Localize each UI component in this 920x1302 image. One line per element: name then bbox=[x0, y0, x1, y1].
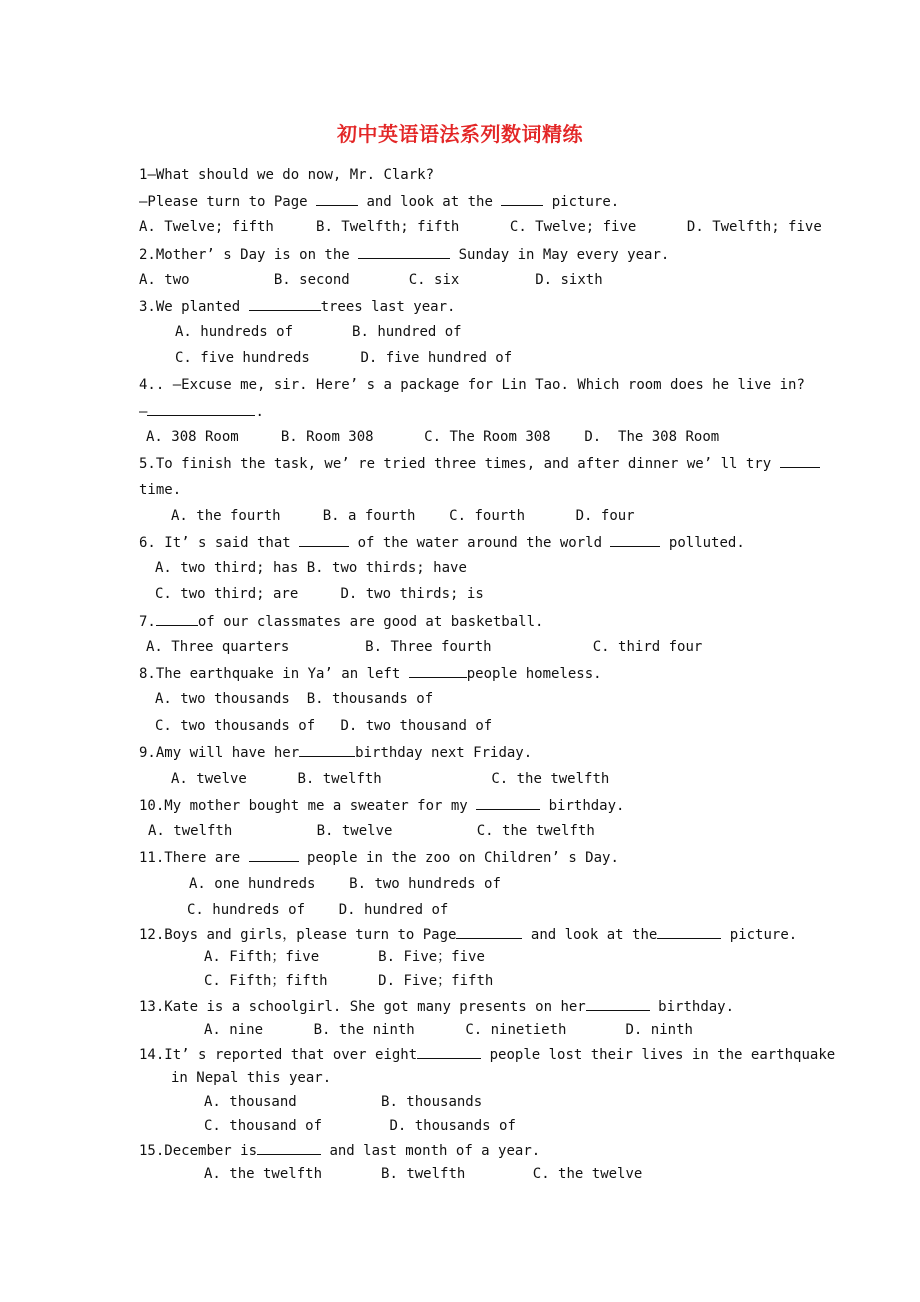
question-number: 15. bbox=[139, 1143, 165, 1159]
answer-option: D. thousands of bbox=[389, 1118, 516, 1134]
question-text: Mother’ s Day is on the bbox=[155, 247, 359, 263]
question-line bbox=[175, 323, 462, 341]
answer-blank bbox=[249, 848, 299, 862]
answer-option: D. sixth bbox=[535, 272, 603, 288]
question-line bbox=[139, 997, 734, 1016]
question-text: —Excuse me, sir. Here’ s a package for Lin Tao. Which room does he live in? bbox=[172, 377, 805, 393]
question-number: 11. bbox=[139, 850, 165, 866]
question-text: The earthquake in Ya’ an left bbox=[155, 666, 409, 682]
answer-option: A. two third; has bbox=[155, 560, 299, 576]
question-line bbox=[204, 1165, 642, 1183]
question-line bbox=[155, 559, 467, 577]
answer-option: B. Twelfth; fifth bbox=[316, 219, 460, 235]
question-number: 3. bbox=[139, 299, 156, 315]
question-text: There are bbox=[164, 850, 249, 866]
answer-blank bbox=[147, 402, 255, 416]
question-line bbox=[139, 1141, 540, 1160]
answer-option: C. third four bbox=[592, 639, 703, 655]
answer-blank bbox=[358, 245, 450, 259]
question-text: Kate is a schoolgirl. She got many presents on her bbox=[164, 999, 586, 1015]
question-line bbox=[139, 454, 820, 473]
answer-option: D. hundred of bbox=[338, 902, 449, 918]
question-line bbox=[139, 664, 602, 683]
question-text: and look at the bbox=[530, 927, 658, 943]
answer-option: C. The Room 308 bbox=[424, 429, 551, 445]
question-text: people homeless. bbox=[466, 666, 602, 682]
question-line bbox=[204, 1021, 693, 1039]
answer-option: B. thousands of bbox=[306, 691, 434, 707]
question-text: We planted bbox=[155, 299, 249, 315]
question-number: 4.. bbox=[139, 377, 165, 393]
answer-option: B. Room 308 bbox=[280, 429, 374, 445]
question-text: Amy will have her bbox=[155, 745, 300, 761]
answer-blank bbox=[586, 997, 650, 1011]
question-number: 12. bbox=[139, 927, 165, 943]
question-line bbox=[139, 925, 797, 944]
answer-option: B. a fourth bbox=[322, 508, 416, 524]
answer-option: A. 308 Room bbox=[146, 429, 239, 445]
question-number: 2. bbox=[139, 247, 156, 263]
question-text: It’ s reported that over eight bbox=[164, 1047, 418, 1063]
answer-option: D. Five；fifth bbox=[378, 973, 494, 989]
question-line bbox=[204, 1117, 516, 1135]
question-line bbox=[175, 349, 512, 367]
question-line bbox=[171, 770, 609, 788]
answer-option: C. two thousands of bbox=[155, 718, 316, 734]
question-text: December is bbox=[164, 1143, 258, 1159]
answer-option: C. hundreds of bbox=[187, 902, 306, 918]
answer-option: D. ninth bbox=[625, 1022, 693, 1038]
answer-blank bbox=[476, 796, 540, 810]
question-text: —What should we do now, Mr. Clark? bbox=[147, 167, 435, 183]
question-line bbox=[139, 271, 603, 289]
answer-blank bbox=[316, 192, 358, 206]
question-line bbox=[139, 376, 805, 394]
question-number: 9. bbox=[139, 745, 156, 761]
answer-option: C. Fifth；fifth bbox=[204, 973, 328, 989]
answer-option: A. twelfth bbox=[148, 823, 233, 839]
answer-option: D. two thirds; is bbox=[340, 586, 484, 602]
answer-option: A. one hundreds bbox=[189, 876, 316, 892]
answer-option: C. the twelfth bbox=[491, 771, 610, 787]
question-text: birthday next Friday. bbox=[355, 745, 533, 761]
question-text: birthday. bbox=[658, 999, 735, 1015]
answer-option: A. nine bbox=[204, 1022, 264, 1038]
question-text: My mother bought me a sweater for my bbox=[164, 798, 477, 814]
question-line bbox=[204, 972, 493, 990]
question-line bbox=[155, 717, 492, 735]
answer-option: B. second bbox=[273, 272, 350, 288]
question-text: . bbox=[255, 404, 264, 420]
answer-blank bbox=[249, 297, 321, 311]
question-number: 7. bbox=[139, 614, 156, 630]
question-text: of the water around the world bbox=[357, 535, 611, 551]
answer-option: B. twelfth bbox=[297, 771, 382, 787]
answer-option: B. Three fourth bbox=[365, 639, 492, 655]
answer-option: C. the twelfth bbox=[476, 823, 595, 839]
question-line bbox=[139, 402, 264, 421]
question-text: polluted. bbox=[668, 535, 745, 551]
answer-option: C. fourth bbox=[449, 508, 526, 524]
answer-option: C. thousand of bbox=[204, 1118, 323, 1134]
question-text: time. bbox=[139, 482, 182, 498]
question-text: birthday. bbox=[548, 798, 625, 814]
answer-option: D. four bbox=[575, 508, 635, 524]
answer-option: D. The 308 Room bbox=[584, 429, 720, 445]
answer-option: A. hundreds of bbox=[175, 324, 294, 340]
answer-option: A. two bbox=[139, 272, 190, 288]
answer-option: D. two thousand of bbox=[340, 718, 493, 734]
question-text: of our classmates are good at basketball. bbox=[197, 614, 544, 630]
answer-option: A. thousand bbox=[204, 1094, 297, 1110]
answer-blank bbox=[780, 454, 820, 468]
question-text: and last month of a year. bbox=[329, 1143, 541, 1159]
question-text: trees last year. bbox=[320, 299, 456, 315]
question-text: —Please turn to Page bbox=[139, 194, 317, 210]
answer-option: A. the fourth bbox=[171, 508, 281, 524]
question-line bbox=[146, 638, 702, 656]
answer-option: B. two thirds; have bbox=[306, 560, 467, 576]
question-number: 14. bbox=[139, 1047, 165, 1063]
answer-blank bbox=[417, 1045, 481, 1059]
answer-option: C. the twelve bbox=[532, 1166, 643, 1182]
question-line bbox=[139, 166, 434, 184]
answer-option: A. Twelve; fifth bbox=[139, 219, 274, 235]
answer-option: A. the twelfth bbox=[204, 1166, 323, 1182]
question-line bbox=[139, 743, 532, 762]
answer-option: C. two third; are bbox=[155, 586, 299, 602]
answer-option: D. Twelfth; five bbox=[686, 219, 822, 235]
answer-option: A. two thousands bbox=[155, 691, 290, 707]
answer-blank bbox=[610, 533, 660, 547]
answer-option: B. thousands bbox=[381, 1094, 483, 1110]
question-line bbox=[139, 796, 624, 815]
answer-option: C. six bbox=[408, 272, 460, 288]
question-line bbox=[139, 612, 543, 631]
question-line bbox=[148, 822, 595, 840]
answer-option: B. hundred of bbox=[352, 324, 462, 340]
question-line bbox=[155, 585, 484, 603]
answer-option: B. twelfth bbox=[381, 1166, 466, 1182]
question-text: To finish the task, we’ re tried three times, and after dinner we’ ll try bbox=[155, 456, 780, 472]
question-text: — bbox=[139, 404, 148, 420]
question-text: picture. bbox=[551, 194, 620, 210]
question-line bbox=[139, 533, 745, 552]
answer-blank bbox=[299, 533, 349, 547]
answer-option: D. five hundred of bbox=[360, 350, 513, 366]
question-text: in Nepal this year. bbox=[171, 1070, 332, 1086]
question-line bbox=[146, 428, 719, 446]
question-text: picture. bbox=[729, 927, 798, 943]
answer-option: C. ninetieth bbox=[465, 1022, 567, 1038]
question-number: 13. bbox=[139, 999, 165, 1015]
question-number: 8. bbox=[139, 666, 156, 682]
question-line bbox=[204, 1093, 482, 1111]
question-text: Sunday in May every year. bbox=[458, 247, 670, 263]
question-number: 6. bbox=[139, 535, 156, 551]
answer-blank bbox=[456, 925, 522, 939]
question-text: It’ s said that bbox=[155, 535, 300, 551]
answer-blank bbox=[299, 743, 355, 757]
question-line bbox=[139, 1045, 835, 1064]
question-line bbox=[189, 875, 501, 893]
answer-blank bbox=[257, 1141, 321, 1155]
question-line bbox=[204, 948, 485, 966]
question-text: Boys and girls，please turn to Page bbox=[164, 927, 457, 943]
question-line bbox=[139, 481, 181, 499]
question-line bbox=[139, 245, 669, 264]
page-title: 初中英语语法系列数词精练 bbox=[337, 122, 583, 146]
question-line bbox=[171, 507, 635, 525]
question-text: people lost their lives in the earthquake bbox=[489, 1047, 836, 1063]
question-line bbox=[139, 218, 822, 236]
question-number: 5. bbox=[139, 456, 156, 472]
answer-option: A. Three quarters bbox=[146, 639, 290, 655]
question-line bbox=[155, 690, 433, 708]
question-number: 1 bbox=[139, 167, 148, 183]
answer-blank bbox=[156, 612, 198, 626]
answer-option: A. Fifth；five bbox=[204, 949, 320, 965]
answer-option: C. Twelve; five bbox=[509, 219, 637, 235]
answer-option: B. the ninth bbox=[313, 1022, 415, 1038]
answer-option: B. twelve bbox=[316, 823, 393, 839]
question-number: 10. bbox=[139, 798, 165, 814]
answer-option: C. five hundreds bbox=[175, 350, 310, 366]
answer-option: B. two hundreds of bbox=[349, 876, 501, 892]
answer-option: B. Five；five bbox=[378, 949, 485, 965]
answer-blank bbox=[657, 925, 721, 939]
answer-blank bbox=[501, 192, 543, 206]
question-line bbox=[139, 192, 619, 211]
question-line bbox=[139, 848, 619, 867]
question-text: and look at the bbox=[366, 194, 502, 210]
question-text: people in the zoo on Children’ s Day. bbox=[307, 850, 619, 866]
question-line bbox=[187, 901, 448, 919]
question-line bbox=[171, 1069, 331, 1087]
answer-blank bbox=[409, 664, 467, 678]
question-line bbox=[139, 297, 455, 316]
answer-option: A. twelve bbox=[171, 771, 247, 787]
